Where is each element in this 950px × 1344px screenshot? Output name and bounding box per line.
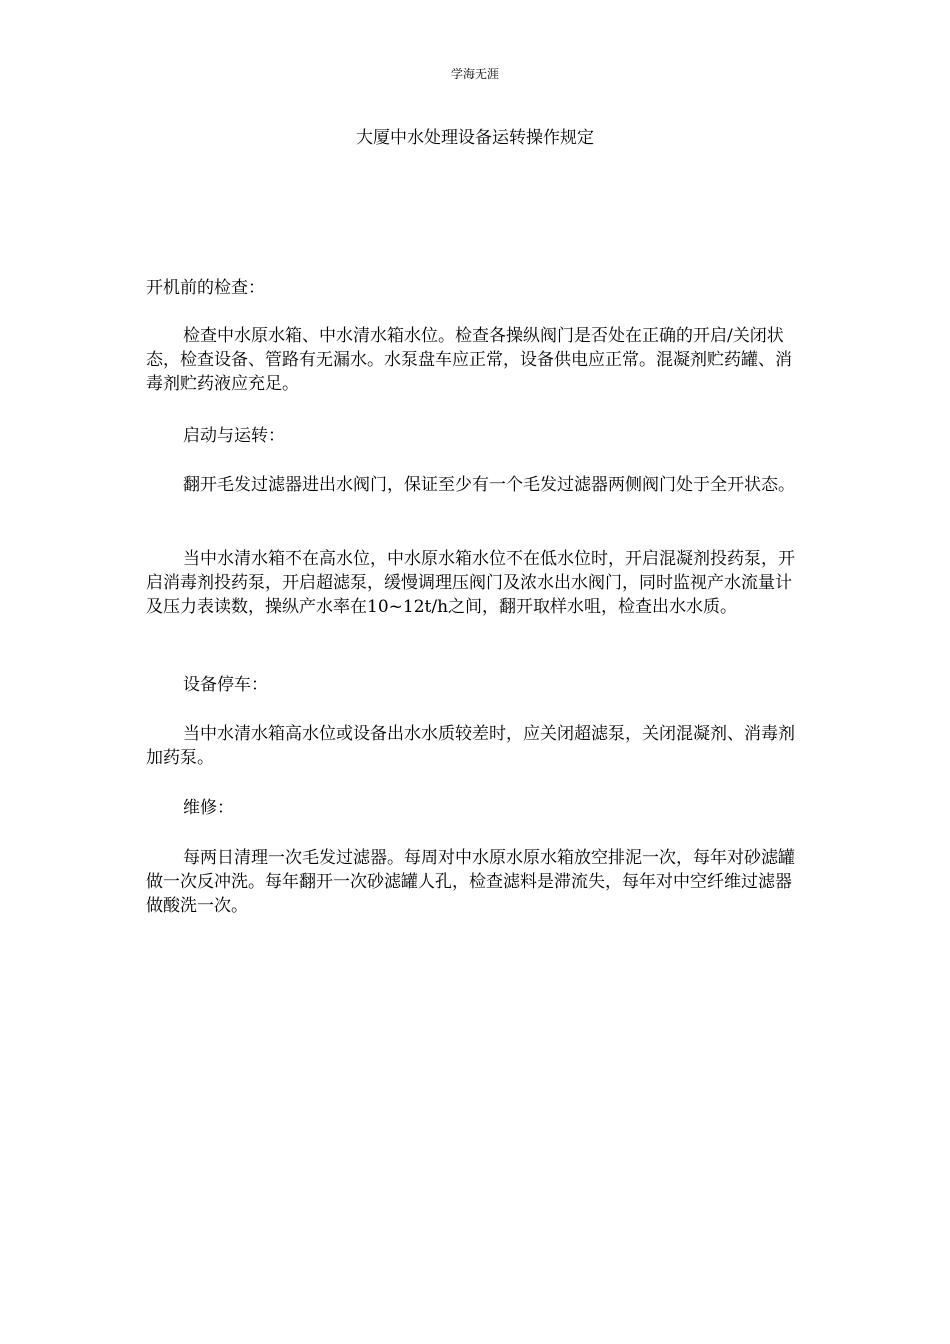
section-body-pre-start-check <box>146 324 800 396</box>
section-body-maintenance <box>146 846 800 918</box>
section-heading: 启动与运转： <box>183 426 285 446</box>
document-title: 大厦中水处理设备运转操作规定 <box>356 128 594 148</box>
section-body-shutdown <box>146 722 800 770</box>
section-heading-start-operation <box>146 424 800 448</box>
paragraph: 翻开毛发过滤器进出水阀门，保证至少有一个毛发过滤器两侧阀门处于全开状态。 <box>183 475 795 495</box>
section-heading-shutdown <box>146 673 800 697</box>
section-body-start-operation-1 <box>146 473 800 497</box>
section-heading-pre-start-check <box>146 276 800 300</box>
section-heading: 维修： <box>183 798 234 818</box>
paragraph: 每两日清理一次毛发过滤器。每周对中水原水原水箱放空排泥一次，每年对砂滤罐做一次反冲洗。每年翻开一次砂滤罐人孔，检查滤料是滞流失，每年对中空纤维过滤器做酸洗一次。 <box>146 848 795 916</box>
paragraph: 当中水清水箱不在高水位，中水原水箱水位不在低水位时，开启混凝剂投药泵，开启消毒剂投药泵，开启超滤泵，缓慢调理压阀门及浓水出水阀门，同时监视产水流量计及压力表读数，操纵产水率在10~12t/h之间，翻开取样水咀，检查出水水质。 <box>146 549 795 617</box>
page-header: 学海无涯 <box>450 67 499 81</box>
paragraph: 当中水清水箱高水位或设备出水水质较差时，应关闭超滤泵，关闭混凝剂、消毒剂加药泵。 <box>146 724 795 768</box>
section-heading: 设备停车： <box>183 675 268 695</box>
section-heading: 开机前的检查： <box>146 278 265 298</box>
section-heading-maintenance <box>146 796 800 820</box>
section-body-start-operation-2 <box>146 547 800 619</box>
paragraph: 检查中水原水箱、中水清水箱水位。检查各操纵阀门是否处在正确的开启/关闭状态，检查设备、管路有无漏水。水泵盘车应正常，设备供电应正常。混凝剂贮药罐、消毒剂贮药液应充足。 <box>146 326 792 394</box>
